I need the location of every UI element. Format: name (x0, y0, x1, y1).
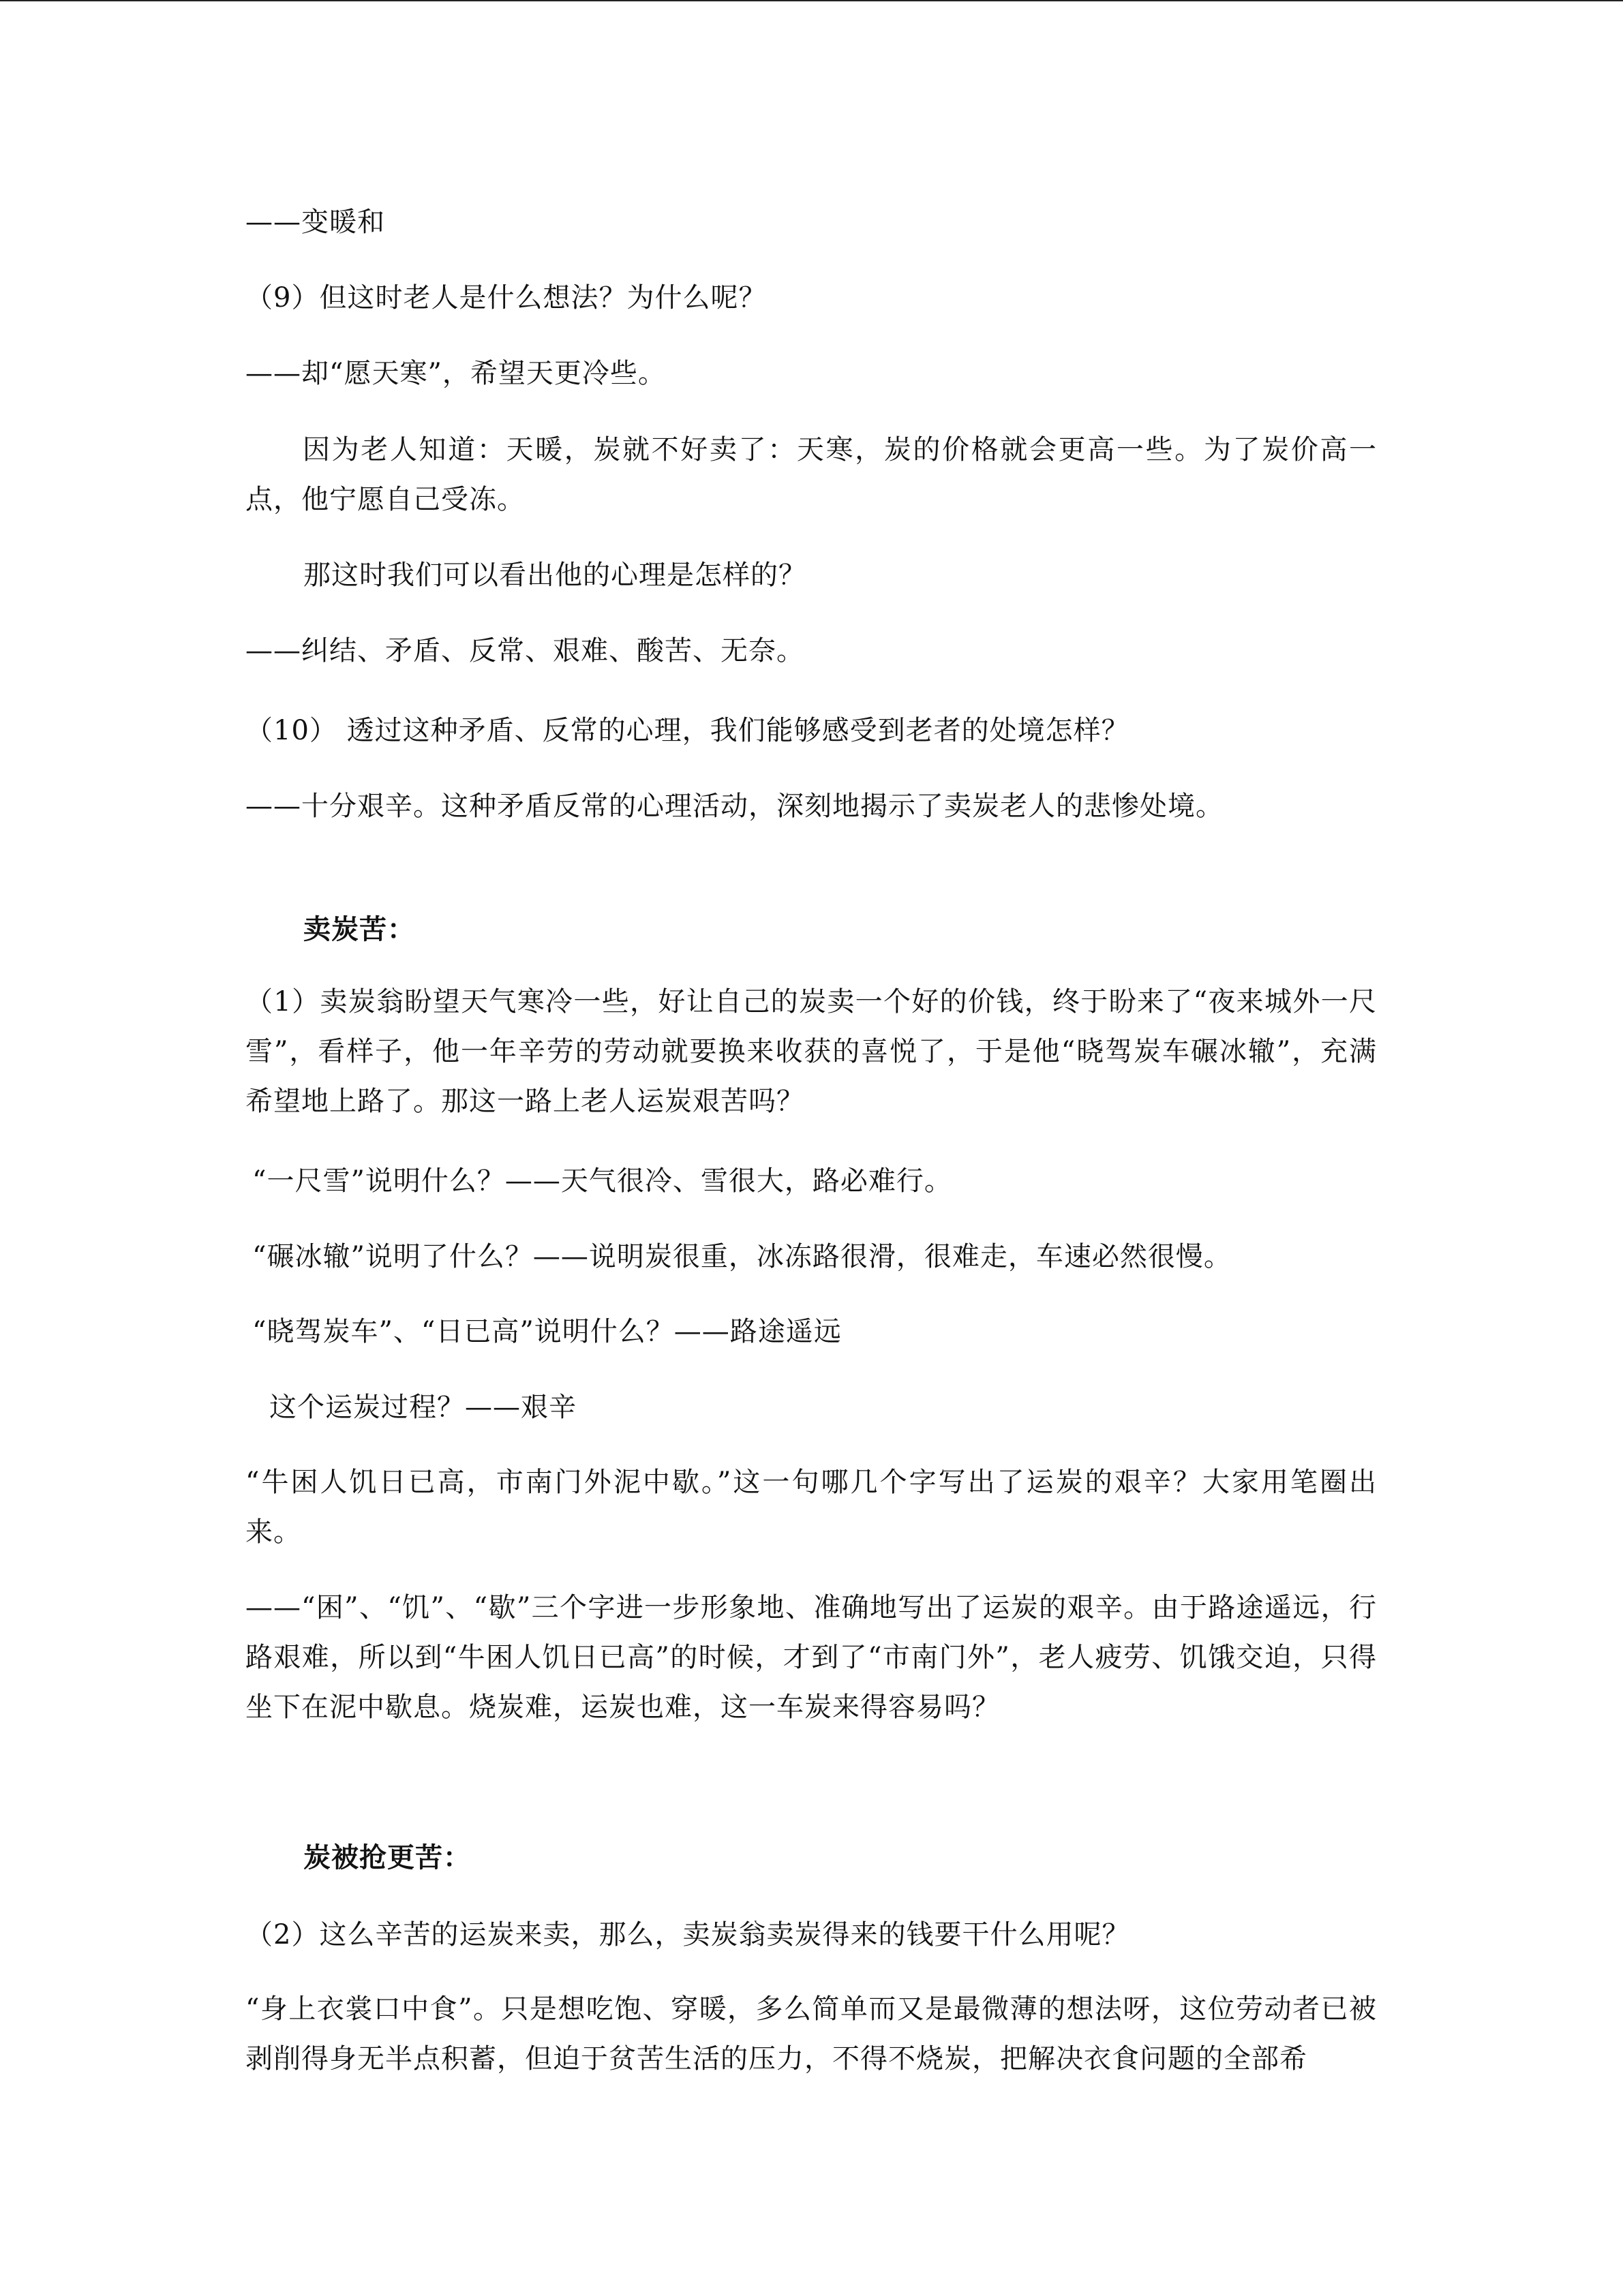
section-heading-selling-charcoal: 卖炭苦： (303, 913, 415, 945)
document-page (0, 1, 1623, 2296)
quote-paragraph: “牛困人饥日已高，市南门外泥中歇。”这一句哪几个字写出了运炭的艰辛？大家用笔圈出来。 (245, 1467, 1377, 1548)
text-line: 这个运炭过程？——艰辛 (269, 1392, 577, 1423)
answer-line: ——纠结、矛盾、反常、艰难、酸苦、无奈。 (245, 635, 804, 667)
answer-paragraph: ——“困”、“饥”、“歇”三个字进一步形象地、准确地写出了运炭的艰辛。由于路途遥远，行路艰难，所以到“牛困人饥日已高”的时候，才到了“市南门外”，老人疲劳、饥饿交迫，只得坐下在泥中歇息。烧炭难，运炭也难，这一车炭来得容易吗？ (245, 1592, 1377, 1723)
answer-line: ——十分艰辛。这种矛盾反常的心理活动，深刻地揭示了卖炭老人的悲惨处境。 (245, 791, 1224, 822)
text-line: ——变暖和 (245, 206, 385, 238)
explanation-paragraph: 因为老人知道：天暖，炭就不好卖了：天寒，炭的价格就会更高一些。为了炭价高一点，他宁愿自己受冻。 (245, 434, 1377, 515)
question-10: （10） 透过这种矛盾、反常的心理，我们能够感受到老者的处境怎样？ (245, 715, 1129, 746)
text-line: “晓驾炭车”、“日已高”说明什么？——路途遥远 (252, 1316, 842, 1347)
question-9: （9）但这时老人是什么想法？为什么呢？ (245, 282, 767, 313)
answer-line: ——却“愿天寒”，希望天更冷些。 (245, 358, 666, 389)
question-1-paragraph: （1）卖炭翁盼望天气寒冷一些，好让自己的炭卖一个好的价钱，终于盼来了“夜来城外一尺雪”，看样子，他一年辛劳的劳动就要换来收获的喜悦了，于是他“晓驾炭车碾冰辙”，充满希望地上路了。那这一路上老人运炭艰苦吗？ (245, 986, 1377, 1117)
text-line: “一尺雪”说明什么？——天气很冷、雪很大，路必难行。 (252, 1165, 952, 1197)
section-heading-charcoal-seized: 炭被抢更苦： (303, 1841, 471, 1873)
text-line: 那这时我们可以看出他的心理是怎样的？ (303, 560, 806, 591)
final-paragraph: “身上衣裳口中食”。只是想吃饱、穿暖，多么简单而又是最微薄的想法呀，这位劳动者已被剥削得身无半点积蓄，但迫于贫苦生活的压力，不得不烧炭，把解决衣食问题的全部希 (245, 1993, 1377, 2075)
text-line: “碾冰辙”说明了什么？——说明炭很重，冰冻路很滑，很难走，车速必然很慢。 (252, 1241, 1232, 1272)
question-2: （2）这么辛苦的运炭来卖，那么，卖炭翁卖炭得来的钱要干什么用呢？ (245, 1919, 1130, 1950)
